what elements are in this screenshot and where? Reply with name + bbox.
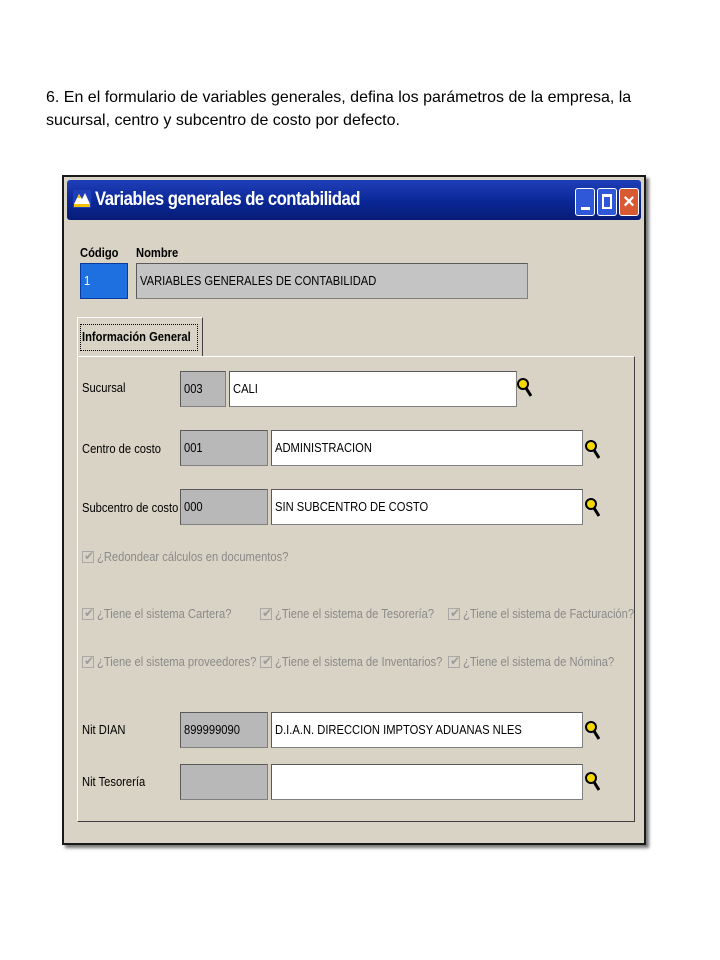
check-icon: ✔ — [262, 654, 273, 668]
instruction-text: 6. En el formulario de variables generales, defina los parámetros de la empresa, la sucursal, centro y subcentro de costo por defecto. — [46, 89, 632, 129]
maximize-icon — [602, 194, 612, 209]
inventarios-checkbox[interactable] — [260, 656, 272, 668]
centro-label: Centro de costo — [82, 441, 161, 456]
check-icon: ✔ — [84, 549, 95, 563]
sucursal-name-input[interactable]: CALI — [229, 371, 517, 407]
check-icon: ✔ — [450, 606, 461, 620]
redondear-checkbox[interactable] — [82, 551, 94, 563]
nit-dian-search-icon[interactable] — [584, 720, 600, 742]
close-button[interactable] — [619, 188, 639, 216]
centro-name-input[interactable]: ADMINISTRACION — [271, 430, 583, 466]
check-icon: ✔ — [262, 606, 273, 620]
nomina-checkbox[interactable] — [448, 656, 460, 668]
nit-tesoreria-search-icon[interactable] — [584, 771, 600, 793]
check-icon: ✔ — [84, 606, 95, 620]
nomina-label: ¿Tiene el sistema de Nómina? — [463, 654, 615, 669]
facturacion-checkbox[interactable] — [448, 608, 460, 620]
centro-search-icon[interactable] — [584, 439, 600, 461]
nit-tesoreria-name-input[interactable] — [271, 764, 583, 800]
nit-dian-label: Nit DIAN — [82, 722, 126, 737]
tab-informacion-general[interactable] — [77, 317, 203, 357]
sucursal-search-icon[interactable] — [516, 377, 532, 399]
window-title: Variables generales de contabilidad — [95, 189, 360, 210]
tesoreria-checkbox[interactable] — [260, 608, 272, 620]
cartera-label: ¿Tiene el sistema Cartera? — [97, 606, 232, 621]
nombre-label: Nombre — [136, 245, 179, 260]
cartera-checkbox[interactable] — [82, 608, 94, 620]
proveedores-label: ¿Tiene el sistema proveedores? — [97, 654, 257, 669]
sucursal-label: Sucursal — [82, 380, 126, 395]
subcentro-label: Subcentro de costo — [82, 500, 179, 515]
title-bar[interactable] — [67, 180, 641, 220]
nit-dian-code-input[interactable]: 899999090 — [180, 712, 268, 748]
subcentro-search-icon[interactable] — [584, 497, 600, 519]
tab-panel — [77, 356, 635, 822]
variables-window — [62, 175, 646, 845]
nit-dian-name-input[interactable]: D.I.A.N. DIRECCION IMPTOSY ADUANAS NLES — [271, 712, 583, 748]
minimize-button[interactable] — [575, 188, 595, 216]
minimize-icon — [581, 207, 590, 210]
inventarios-label: ¿Tiene el sistema de Inventarios? — [275, 654, 443, 669]
check-icon: ✔ — [450, 654, 461, 668]
codigo-input[interactable]: 1 — [80, 263, 128, 299]
subcentro-code-input[interactable]: 000 — [180, 489, 268, 525]
subcentro-name-input[interactable]: SIN SUBCENTRO DE COSTO — [271, 489, 583, 525]
app-logo-icon — [73, 190, 91, 208]
check-icon: ✔ — [84, 654, 95, 668]
proveedores-checkbox[interactable] — [82, 656, 94, 668]
maximize-button[interactable] — [597, 188, 617, 216]
nit-tesoreria-label: Nit Tesorería — [82, 774, 146, 789]
nombre-input[interactable]: VARIABLES GENERALES DE CONTABILIDAD — [136, 263, 528, 299]
codigo-label: Código — [80, 245, 119, 260]
redondear-label: ¿Redondear cálculos en documentos? — [97, 549, 289, 564]
close-icon: × — [623, 191, 635, 213]
nit-tesoreria-code-input[interactable] — [180, 764, 268, 800]
centro-code-input[interactable]: 001 — [180, 430, 268, 466]
tab-label: Información General — [82, 329, 191, 344]
tesoreria-label: ¿Tiene el sistema de Tesorería? — [275, 606, 435, 621]
facturacion-label: ¿Tiene el sistema de Facturación? — [463, 606, 635, 621]
sucursal-code-input[interactable]: 003 — [180, 371, 226, 407]
